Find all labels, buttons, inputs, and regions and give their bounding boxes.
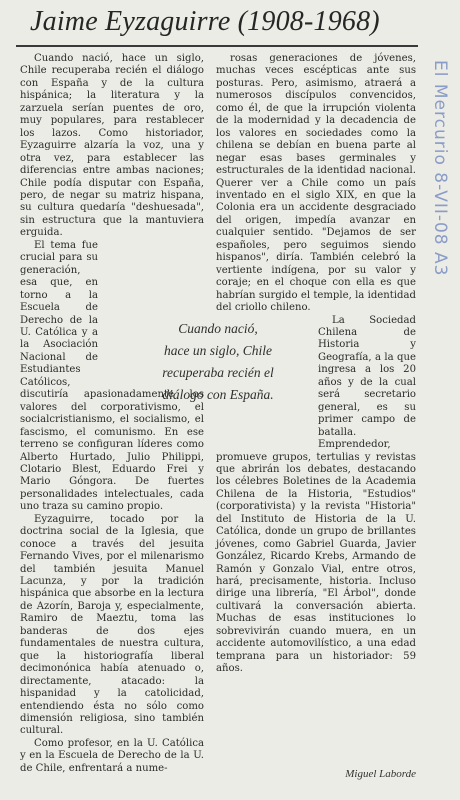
paragraph: La Sociedad Chilena de Historia y Geografía, a la que ingresa a los 20 años y de la cual será secretario general, es su primer campo de batalla. Emprendedor, promueve grupos, tertulias y revistas que abrirán los debates, destacando los célebres Boletines de la Academia Chilena de la Historia, "Estudios" (corporativista) y la revista "Historia" del Instituto de Historia de la U. Católica, donde un grupo de brillantes jóvenes, como Gabriel Guarda, Javier González, Ricardo Krebs, Armando de Ramón y Gonzalo Vial, entre otros, hará, precisamente, historia. Incluso dirige una librería, "El Árbol", donde cultivará la conversación abierta. Muchas de esas instituciones lo sobrevivirán cuando muera, en un accidente automovilístico, a una edad temprana para un historiador: 59 años.: [216, 314, 416, 675]
author-signature: Miguel Laborde: [345, 768, 416, 780]
pull-quote-line: recuperaba recién el: [162, 365, 274, 380]
headline: Jaime Eyzaguirre (1908-1968): [30, 6, 380, 37]
handwritten-note: El Mercurio 8-VII-08 A3: [430, 60, 450, 277]
pull-quote-line: diálogo con España.: [162, 387, 274, 402]
pull-quote-line: Cuando nació,: [178, 321, 258, 336]
handwritten-annotation: [430, 60, 460, 780]
paragraph: El tema fue crucial para su generación, esa que, en torno a la Escuela de Derecho de la U. Católica y a la Asociación Nacional de Estudiantes Católicos, discutiría apasionadamente los valores del corporativismo, el socialcristianismo, el socialismo, el fascismo, el comunismo. En ese terreno se configuran líderes como Alberto Hurtado, Julio Philippi, Clotario Blest, Eduardo Frei y Mario Góngora. De fuertes personalidades intelectuales, cada uno traza su camino propio.: [20, 239, 204, 513]
paragraph: Eyzaguirre, tocado por la doctrina social de la Iglesia, que conoce a través del jesuita Fernando Vives, por el milenarismo del también jesuita Manuel Lacunza, y por la tradición hispánica que absorbe en la lectura de Azorín, Baroja y, especialmente, Ramiro de Maeztu, toma las banderas de dos ejes fundamentales de nuestra cultura, que la historiografía liberal decimonónica había atenuado o, directamente, atacado: la hispanidad y la catolicidad, entendiendo ésta no sólo como dimensión religiosa, sino también cultural.: [20, 513, 204, 737]
paragraph: Cuando nació, hace un siglo, Chile recuperaba recién el diálogo con España y de la cultura hispánica; la literatura y la zarzuela serían puentes de oro, muy populares, para restablecer los lazos. Como historiador, Eyzaguirre alzaría la voz, una y otra vez, para establecer las diferencias entre ambas naciones; Chile podía disputar con España, pero, de negar su matriz hispana, su cultura quedaría "deshuesada", sin estructura que la mantuviera erguida.: [20, 53, 204, 239]
pull-quote-line: hace un siglo, Chile: [164, 343, 272, 358]
pull-quote: [148, 318, 288, 406]
headline-rule: [16, 45, 418, 47]
article-column-left: [20, 53, 204, 775]
paragraph: rosas generaciones de jóvenes, muchas veces escépticas ante sus posturas. Pero, asimismo, atraerá a numerosos discípulos convencidos, como él, de que la irrupción violenta de la modernidad y la decadencia de los valores en sociedades como la chilena se debían en buena parte al negar esas bases germinales y estructurales de la identidad nacional. Querer ver a Chile como un país inventado en el siglo XIX, en que la Colonia era un accidente desgraciado del origen, impedía avanzar en cualquier sentido. "Dejamos de ser españoles, pero seguimos siendo hispanos", diría. También celebró la vertiente indígena, por su valor y coraje; en el choque con ella es que habrían surgido el temple, la identidad del criollo chileno.: [216, 53, 416, 314]
paragraph: Como profesor, en la U. Católica y en la Escuela de Derecho de la U. de Chile, enfrentará a nume-: [20, 737, 204, 774]
